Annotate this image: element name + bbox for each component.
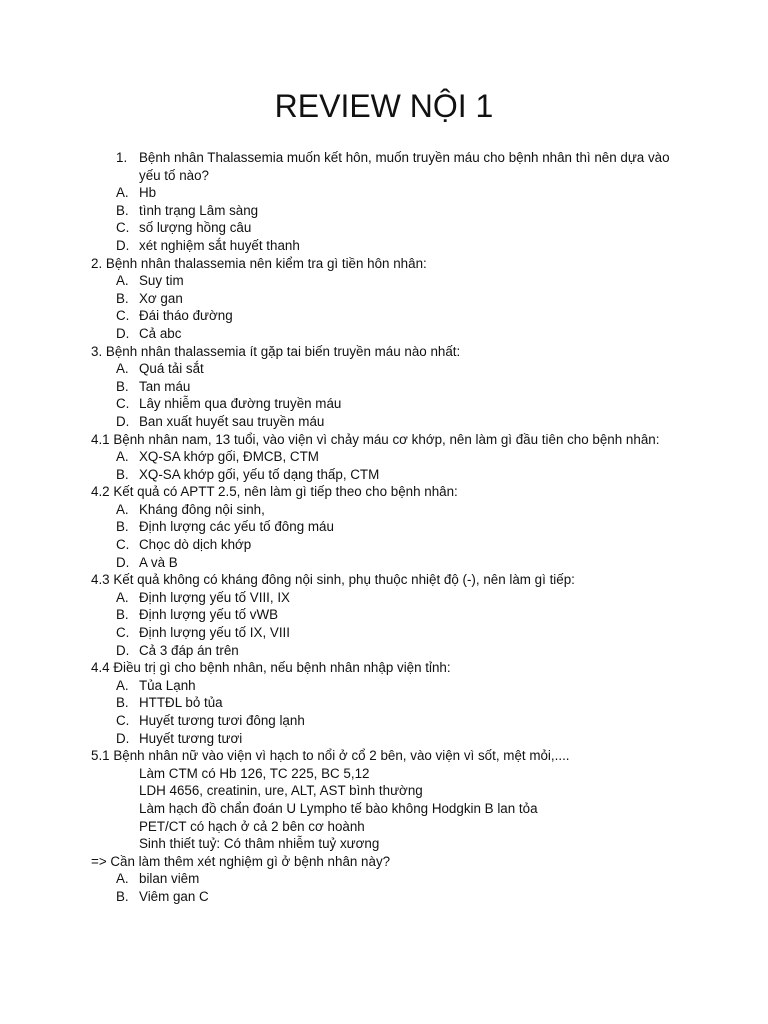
option bbox=[91, 378, 691, 396]
case-detail-text: Sinh thiết tuỷ: Có thâm nhiễm tuỷ xương bbox=[139, 836, 380, 852]
question-text: 4.4 Điều trị gì cho bệnh nhân, nếu bệnh nhân nhập viện tỉnh: bbox=[91, 660, 451, 676]
option-text: Định lượng các yếu tố đông máu bbox=[139, 519, 334, 535]
question-text: 4.1 Bệnh nhân nam, 13 tuổi, vào viện vì chảy máu cơ khớp, nên làm gì đầu tiên cho bệnh nhân: bbox=[91, 431, 660, 447]
option bbox=[91, 184, 691, 202]
option-text: Lây nhiễm qua đường truyền máu bbox=[139, 396, 342, 412]
option-marker: B. bbox=[116, 202, 129, 218]
option-marker: B. bbox=[116, 519, 129, 535]
option-text: Kháng đông nội sinh, bbox=[139, 501, 265, 517]
question-text: Bệnh nhân Thalassemia muốn kết hôn, muốn truyền máu cho bệnh nhân thì nên dựa vào yếu tố nào? bbox=[139, 150, 670, 183]
option bbox=[91, 870, 691, 888]
option-text: A và B bbox=[139, 554, 178, 570]
option bbox=[91, 712, 691, 730]
option-text: Đái tháo đường bbox=[139, 308, 233, 324]
question-3 bbox=[91, 343, 691, 361]
question-1 bbox=[91, 149, 691, 184]
option-marker: A. bbox=[116, 185, 129, 201]
option bbox=[91, 237, 691, 255]
case-detail bbox=[91, 782, 691, 800]
question-text: 3. Bệnh nhân thalassemia ít gặp tai biến truyền máu nào nhất: bbox=[91, 343, 461, 359]
question-number: 1. bbox=[116, 150, 128, 165]
question-text: 5.1 Bệnh nhân nữ vào viện vì hạch to nổi ở cổ 2 bên, vào viện vì sốt, mệt mỏi,.... bbox=[91, 748, 570, 764]
option-marker: C. bbox=[116, 396, 130, 412]
page-title: REVIEW NỘI 1 bbox=[274, 88, 494, 124]
option bbox=[91, 730, 691, 748]
option-text: Tủa Lạnh bbox=[139, 677, 196, 693]
option-text: Huyết tương tươi bbox=[139, 730, 243, 746]
option bbox=[91, 219, 691, 237]
option-text: Suy tim bbox=[139, 273, 184, 289]
case-detail-text: Làm hạch đồ chẩn đoán U Lympho tế bào không Hodgkin B lan tỏa bbox=[139, 800, 538, 816]
option bbox=[91, 360, 691, 378]
option-text: Ban xuất huyết sau truyền máu bbox=[139, 413, 325, 429]
option bbox=[91, 589, 691, 607]
option-text: Định lượng yếu tố IX, VIII bbox=[139, 625, 290, 641]
option-marker: C. bbox=[116, 625, 130, 641]
option-text: xét nghiệm sắt huyết thanh bbox=[139, 237, 300, 253]
option-text: Cả abc bbox=[139, 325, 182, 341]
question-text: 4.3 Kết quả không có kháng đông nội sinh, phụ thuộc nhiệt độ (-), nên làm gì tiếp: bbox=[91, 572, 575, 588]
question-text: 2. Bệnh nhân thalassemia nên kiểm tra gì tiền hôn nhân: bbox=[91, 255, 427, 271]
option bbox=[91, 466, 691, 484]
option-marker: A. bbox=[116, 589, 129, 605]
option-marker: D. bbox=[116, 413, 130, 429]
option-marker: B. bbox=[116, 888, 129, 904]
option-marker: D. bbox=[116, 730, 130, 746]
option-marker: D. bbox=[116, 642, 130, 658]
option-text: bilan viêm bbox=[139, 871, 200, 887]
option bbox=[91, 888, 691, 906]
option-marker: B. bbox=[116, 607, 129, 623]
option-text: số lượng hồng câu bbox=[139, 220, 252, 236]
option bbox=[91, 624, 691, 642]
case-detail bbox=[91, 765, 691, 783]
option-text: XQ-SA khớp gối, yếu tố dạng thấp, CTM bbox=[139, 466, 380, 482]
option bbox=[91, 694, 691, 712]
case-detail bbox=[91, 800, 691, 818]
case-detail bbox=[91, 835, 691, 853]
option-text: Huyết tương tươi đông lạnh bbox=[139, 713, 305, 728]
question-2 bbox=[91, 255, 691, 273]
option-marker: A. bbox=[116, 677, 129, 693]
option-marker: A. bbox=[116, 273, 129, 289]
option-marker: D. bbox=[116, 554, 130, 570]
option-marker: D. bbox=[116, 237, 130, 253]
option-marker: B. bbox=[116, 378, 129, 394]
option-text: Chọc dò dịch khớp bbox=[139, 537, 252, 553]
option-marker: C. bbox=[116, 220, 130, 236]
option bbox=[91, 536, 691, 554]
option bbox=[91, 307, 691, 325]
option-marker: C. bbox=[116, 713, 130, 728]
option bbox=[91, 518, 691, 536]
option-marker: C. bbox=[116, 308, 130, 324]
question-4-1 bbox=[91, 431, 691, 449]
case-detail-text: PET/CT có hạch ở cả 2 bên cơ hoành bbox=[139, 818, 365, 834]
case-detail-text: Làm CTM có Hb 126, TC 225, BC 5,12 bbox=[139, 765, 370, 781]
option bbox=[91, 272, 691, 290]
question-prompt bbox=[91, 853, 691, 871]
option bbox=[91, 413, 691, 431]
option-marker: C. bbox=[116, 537, 130, 553]
option-marker: B. bbox=[116, 695, 129, 711]
option-marker: A. bbox=[116, 361, 129, 377]
case-detail-text: LDH 4656, creatinin, ure, ALT, AST bình thường bbox=[139, 783, 423, 799]
option-marker: A. bbox=[116, 449, 129, 465]
question-text: 4.2 Kết quả có APTT 2.5, nên làm gì tiếp theo cho bệnh nhân: bbox=[91, 484, 458, 500]
option bbox=[91, 642, 691, 660]
option bbox=[91, 554, 691, 572]
option-marker: A. bbox=[116, 501, 129, 517]
option-text: Cả 3 đáp án trên bbox=[139, 642, 239, 658]
option-text: Quá tải sắt bbox=[139, 361, 204, 377]
option bbox=[91, 448, 691, 466]
option bbox=[91, 606, 691, 624]
option-text: Tan máu bbox=[139, 378, 191, 394]
question-5-1 bbox=[91, 747, 691, 765]
option-marker: D. bbox=[116, 325, 130, 341]
option bbox=[91, 677, 691, 695]
question-4-2 bbox=[91, 483, 691, 501]
option bbox=[91, 325, 691, 343]
question-prompt-text: => Cần làm thêm xét nghiệm gì ở bệnh nhân này? bbox=[91, 853, 391, 869]
option-text: HTTĐL bỏ tủa bbox=[139, 695, 223, 711]
question-4-4 bbox=[91, 659, 691, 677]
option-text: Viêm gan C bbox=[139, 888, 209, 904]
option-marker: B. bbox=[116, 466, 129, 482]
option-text: XQ-SA khớp gối, ĐMCB, CTM bbox=[139, 449, 319, 465]
question-list bbox=[91, 149, 691, 906]
option bbox=[91, 202, 691, 220]
option-text: Định lượng yếu tố vWB bbox=[139, 607, 279, 623]
case-detail bbox=[91, 818, 691, 836]
option bbox=[91, 395, 691, 413]
option-text: Hb bbox=[139, 185, 157, 201]
option-text: Định lượng yếu tố VIII, IX bbox=[139, 589, 290, 605]
option-text: Xơ gan bbox=[139, 290, 183, 306]
option bbox=[91, 290, 691, 308]
option bbox=[91, 501, 691, 519]
option-text: tình trạng Lâm sàng bbox=[139, 202, 259, 218]
question-4-3 bbox=[91, 571, 691, 589]
option-marker: A. bbox=[116, 871, 129, 887]
option-marker: B. bbox=[116, 290, 129, 306]
